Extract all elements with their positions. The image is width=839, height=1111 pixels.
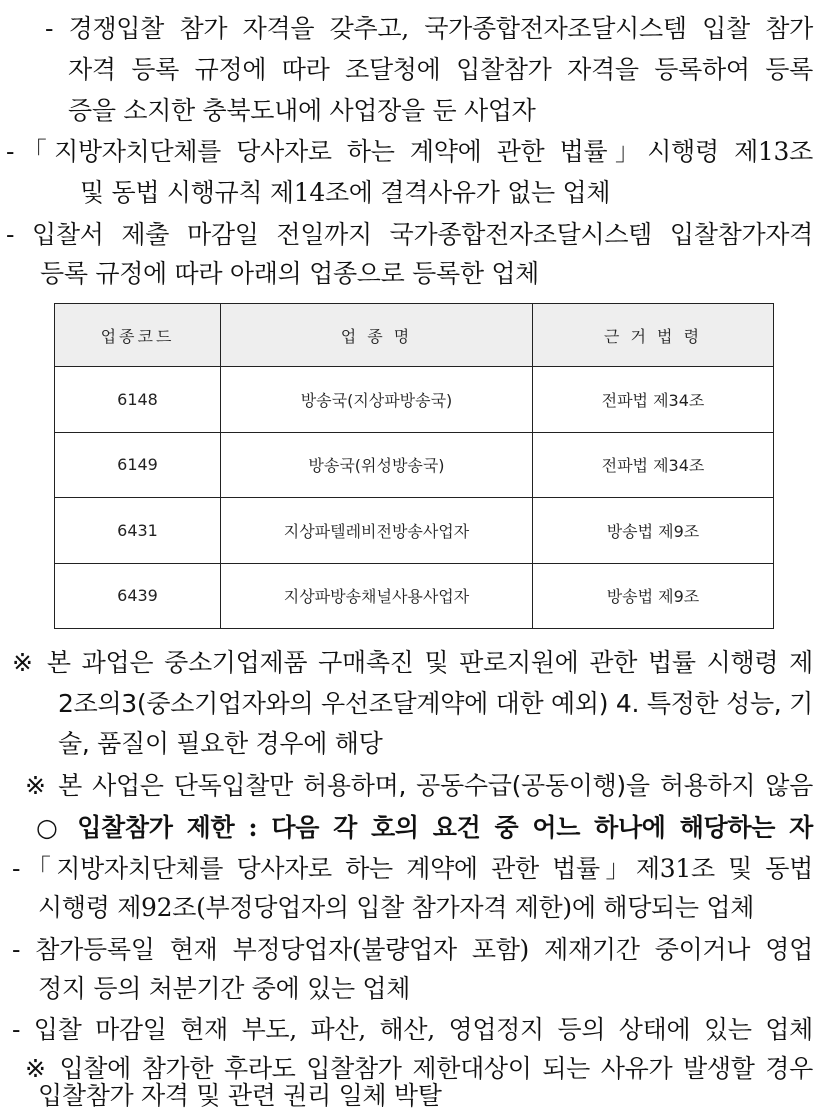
cell-code: 6149 (55, 432, 221, 497)
cell-name: 지상파방송채널사용사업자 (221, 563, 533, 628)
restriction-line-1: -「지방자치단체를 당사자로 하는 계약에 관한 법률」제31조 및 동법 (12, 854, 813, 883)
cell-name: 방송국(위성방송국) (221, 432, 533, 497)
table-row (55, 498, 774, 563)
cell-name: 방송국(지상파방송국) (221, 367, 533, 432)
cell-law: 방송법 제9조 (533, 563, 774, 628)
intro-line-3: 증을 소지한 충북도내에 사업장을 둔 사업자 (68, 96, 536, 125)
table-row (55, 563, 774, 628)
intro-line-2: 자격 등록 규정에 따라 조달청에 입찰참가 자격을 등록하여 등록 (68, 55, 813, 84)
restriction-heading: ○ 입찰참가 제한 : 다음 각 호의 요건 중 어느 하나에 해당하는 자 (36, 813, 813, 842)
cell-code: 6148 (55, 367, 221, 432)
header-law: 근 거 법 령 (533, 304, 774, 367)
note-line-2: 2조의3(중소기업자와의 우선조달계약에 대한 예외) 4. 특정한 성능, 기 (58, 689, 813, 718)
restriction-line-5: - 입찰 마감일 현재 부도, 파산, 해산, 영업정지 등의 상태에 있는 업체 (12, 1015, 813, 1044)
table-row (55, 432, 774, 497)
intro-line-6: - 입찰서 제출 마감일 전일까지 국가종합전자조달시스템 입찰참가자격 (6, 220, 813, 249)
restriction-line-6: ※ 입찰에 참가한 후라도 입찰참가 제한대상이 되는 사유가 발생할 경우 (25, 1054, 813, 1083)
cell-law: 방송법 제9조 (533, 498, 774, 563)
cell-name: 지상파텔레비전방송사업자 (221, 498, 533, 563)
cell-law: 전파법 제34조 (533, 432, 774, 497)
note-line-4: ※ 본 사업은 단독입찰만 허용하며, 공동수급(공동이행)을 허용하지 않음 (25, 771, 813, 800)
restriction-line-3: - 참가등록일 현재 부정당업자(불량업자 포함) 제재기간 중이거나 영업 (12, 935, 813, 964)
note-line-1: ※ 본 과업은 중소기업제품 구매촉진 및 판로지원에 관한 법률 시행령 제 (12, 648, 813, 677)
header-code: 업종코드 (55, 304, 221, 367)
restriction-line-2: 시행령 제92조(부정당업자의 입찰 참가자격 제한)에 해당되는 업체 (38, 893, 755, 922)
table-row (55, 367, 774, 432)
intro-line-4: -「지방자치단체를 당사자로 하는 계약에 관한 법률」시행령 제13조 (6, 137, 813, 166)
restriction-line-7: 입찰참가 자격 및 관련 권리 일체 박탈 (38, 1081, 442, 1110)
intro-line-5: 및 동법 시행규칙 제14조에 결격사유가 없는 업체 (80, 178, 611, 207)
intro-line-1: - 경쟁입찰 참가 자격을 갖추고, 국가종합전자조달시스템 입찰 참가 (45, 14, 813, 43)
intro-line-7: 등록 규정에 따라 아래의 업종으로 등록한 업체 (40, 259, 540, 288)
restriction-line-4: 정지 등의 처분기간 중에 있는 업체 (38, 974, 411, 1003)
cell-code: 6439 (55, 563, 221, 628)
cell-code: 6431 (55, 498, 221, 563)
note-line-3: 술, 품질이 필요한 경우에 해당 (58, 729, 383, 758)
header-name: 업 종 명 (221, 304, 533, 367)
table-header-row (55, 304, 774, 367)
cell-law: 전파법 제34조 (533, 367, 774, 432)
business-category-table (54, 303, 774, 629)
